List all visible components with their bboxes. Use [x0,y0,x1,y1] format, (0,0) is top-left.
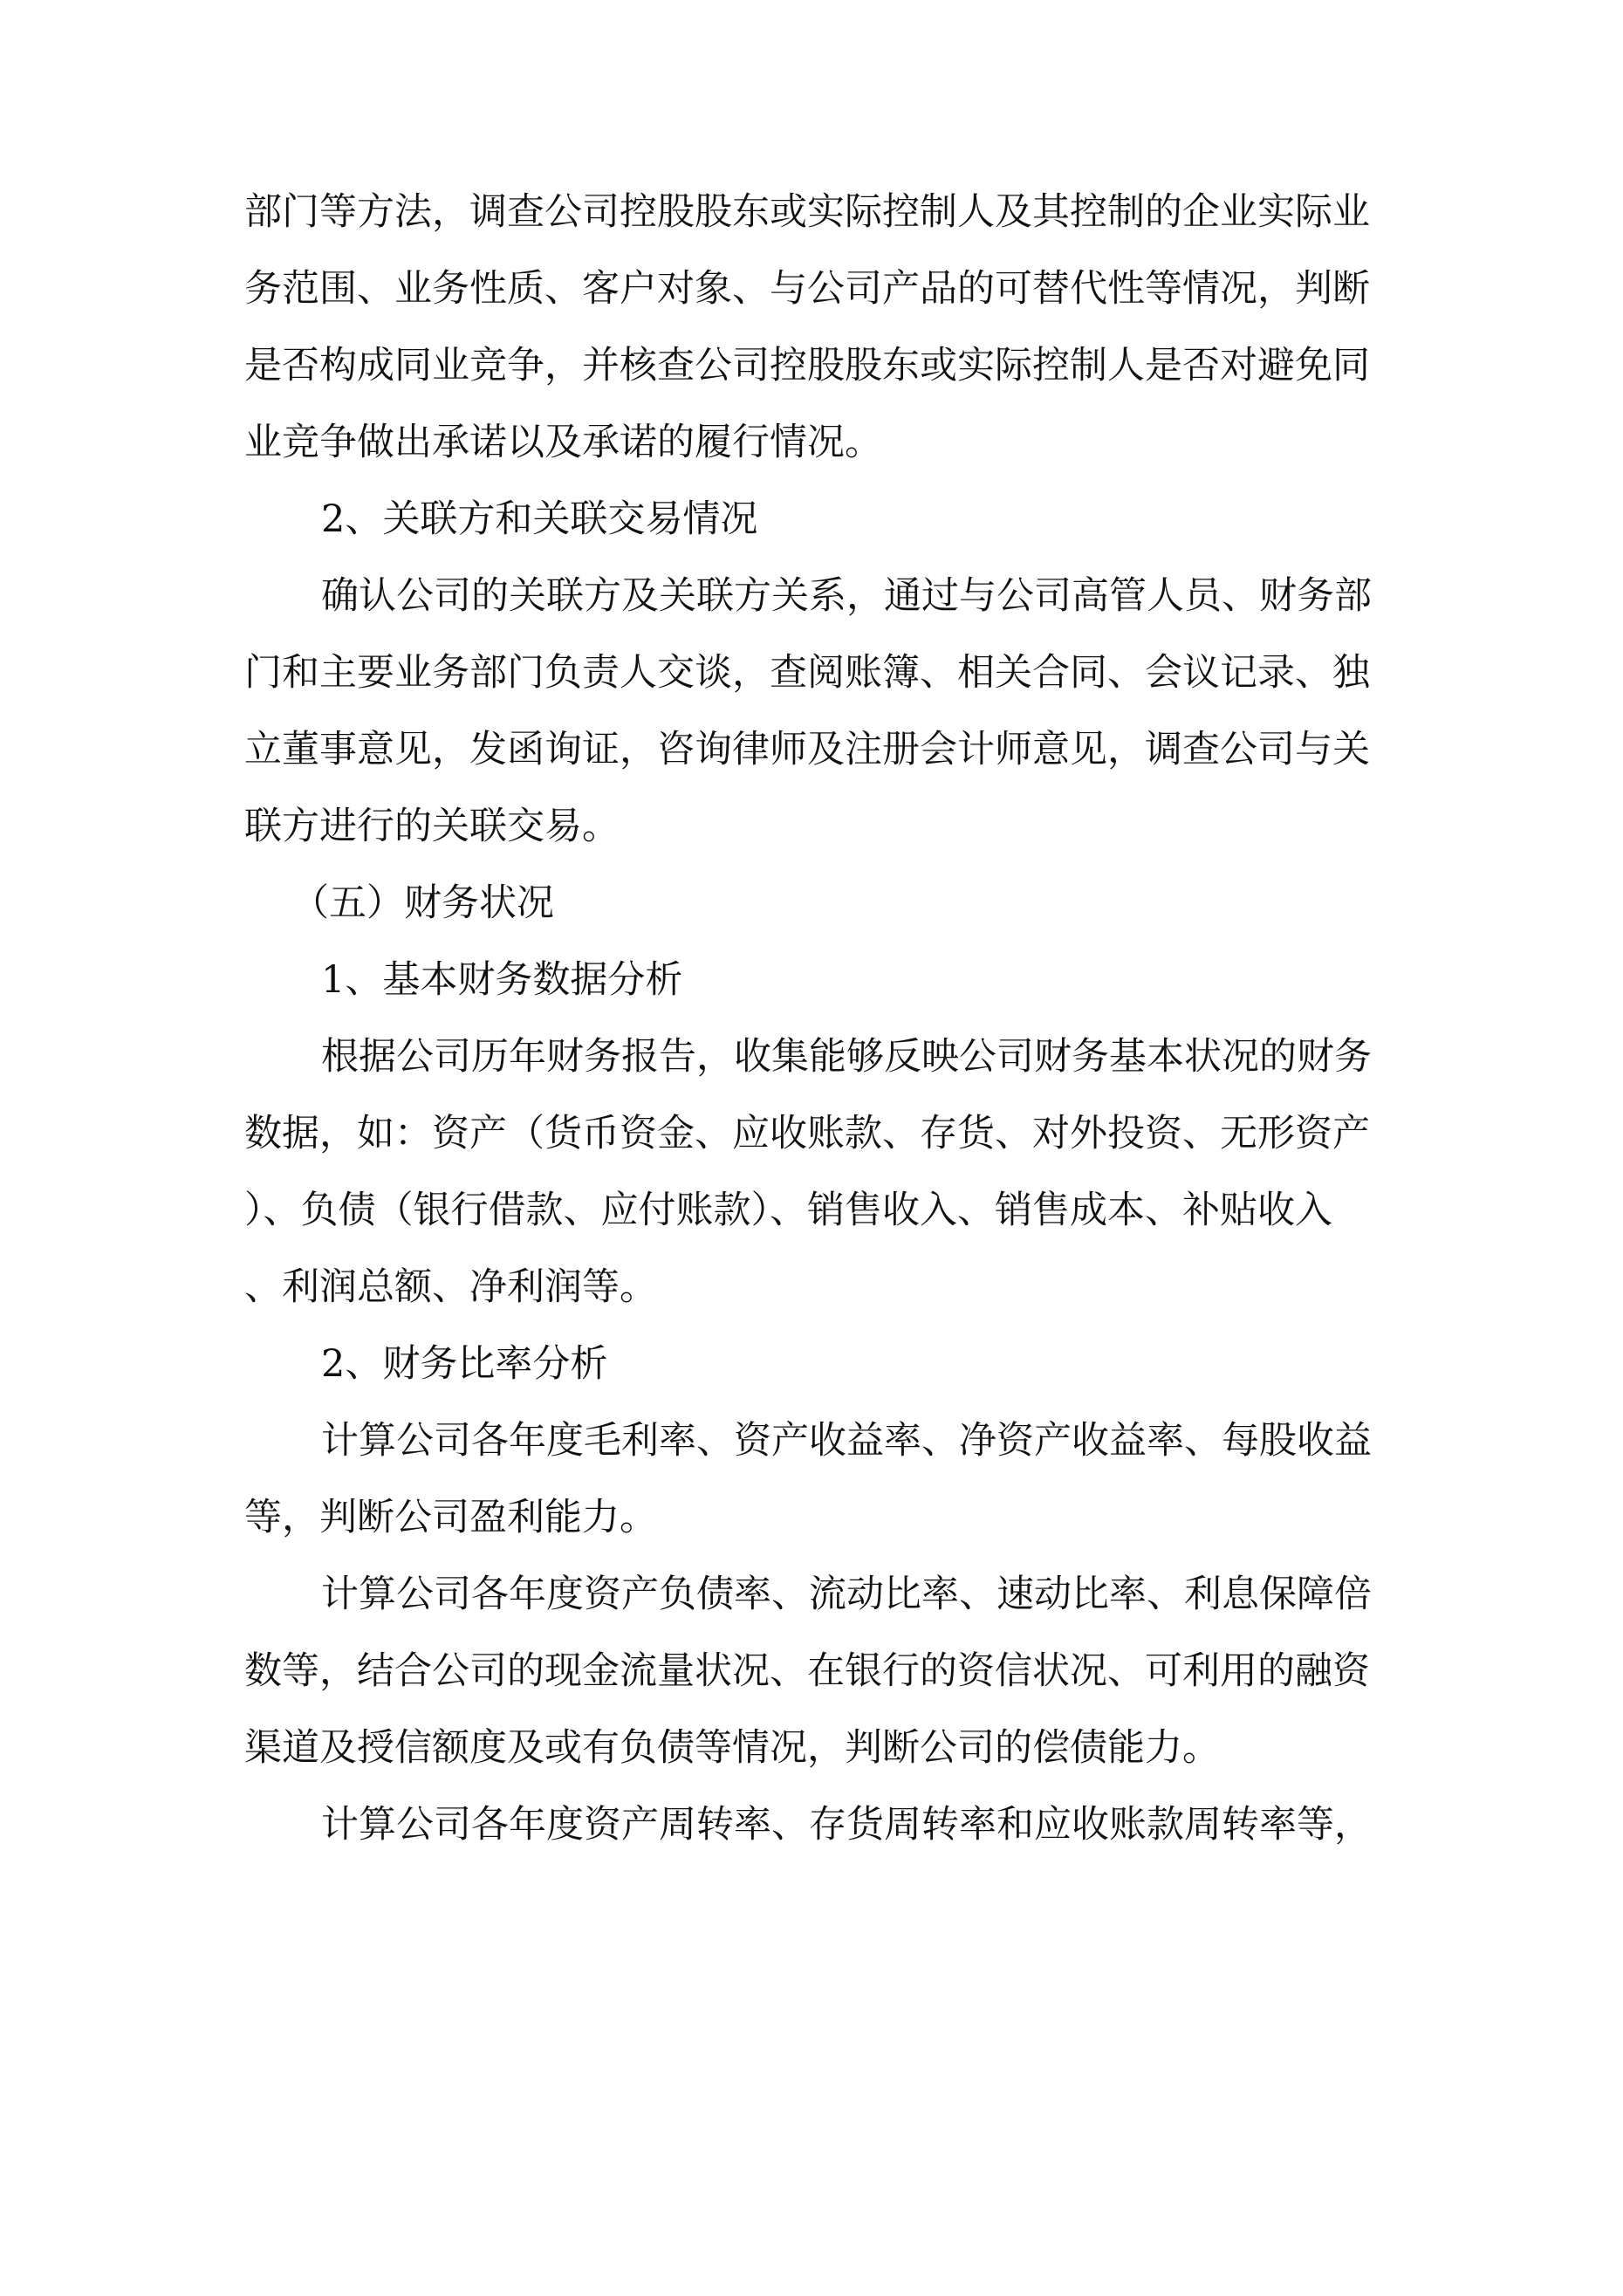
section-heading: 2、关联方和关联交易情况 [321,497,758,541]
paragraph-line: 数据，如：资产（货币资金、应收账款、存货、对外投资、无形资产 [244,1112,1370,1155]
paragraph-line: 是否构成同业竞争，并核查公司控股股东或实际控制人是否对避免同 [244,344,1370,387]
paragraph-line: 立董事意见，发函询证，咨询律师及注册会计师意见，调查公司与关 [244,728,1370,771]
paragraph-line: 计算公司各年度毛利率、资产收益率、净资产收益率、每股收益 [321,1419,1372,1463]
paragraph-line: 渠道及授信额度及或有负债等情况，判断公司的偿债能力。 [244,1726,1220,1770]
paragraph-line: 业竞争做出承诺以及承诺的履行情况。 [244,421,882,464]
section-heading: 2、财务比率分析 [321,1342,608,1386]
paragraph-line: 、利润总额、净利润等。 [244,1265,657,1309]
paragraph-line: ）、负债（银行借款、应付账款）、销售收入、销售成本、补贴收入 [244,1189,1332,1232]
paragraph-line: 确认公司的关联方及关联方关系，通过与公司高管人员、财务部 [321,574,1372,618]
chapter-heading: （五）财务状况 [291,881,554,925]
paragraph-line: 联方进行的关联交易。 [244,805,620,848]
paragraph-line: 等，判断公司盈利能力。 [244,1496,657,1539]
paragraph-line: 计算公司各年度资产负债率、流动比率、速动比率、利息保障倍 [321,1573,1372,1616]
section-heading: 1、基本财务数据分析 [321,958,683,1002]
paragraph-line: 计算公司各年度资产周转率、存货周转率和应收账款周转率等， [321,1803,1372,1847]
paragraph-line: 根据公司历年财务报告，收集能够反映公司财务基本状况的财务 [321,1035,1372,1079]
paragraph-line: 门和主要业务部门负责人交谈，查阅账簿、相关合同、会议记录、独 [244,651,1370,695]
paragraph-line: 务范围、业务性质、客户对象、与公司产品的可替代性等情况，判断 [244,267,1370,311]
paragraph-line: 部门等方法，调查公司控股股东或实际控制人及其控制的企业实际业 [244,190,1370,234]
paragraph-line: 数等，结合公司的现金流量状况、在银行的资信状况、可利用的融资 [244,1649,1370,1693]
